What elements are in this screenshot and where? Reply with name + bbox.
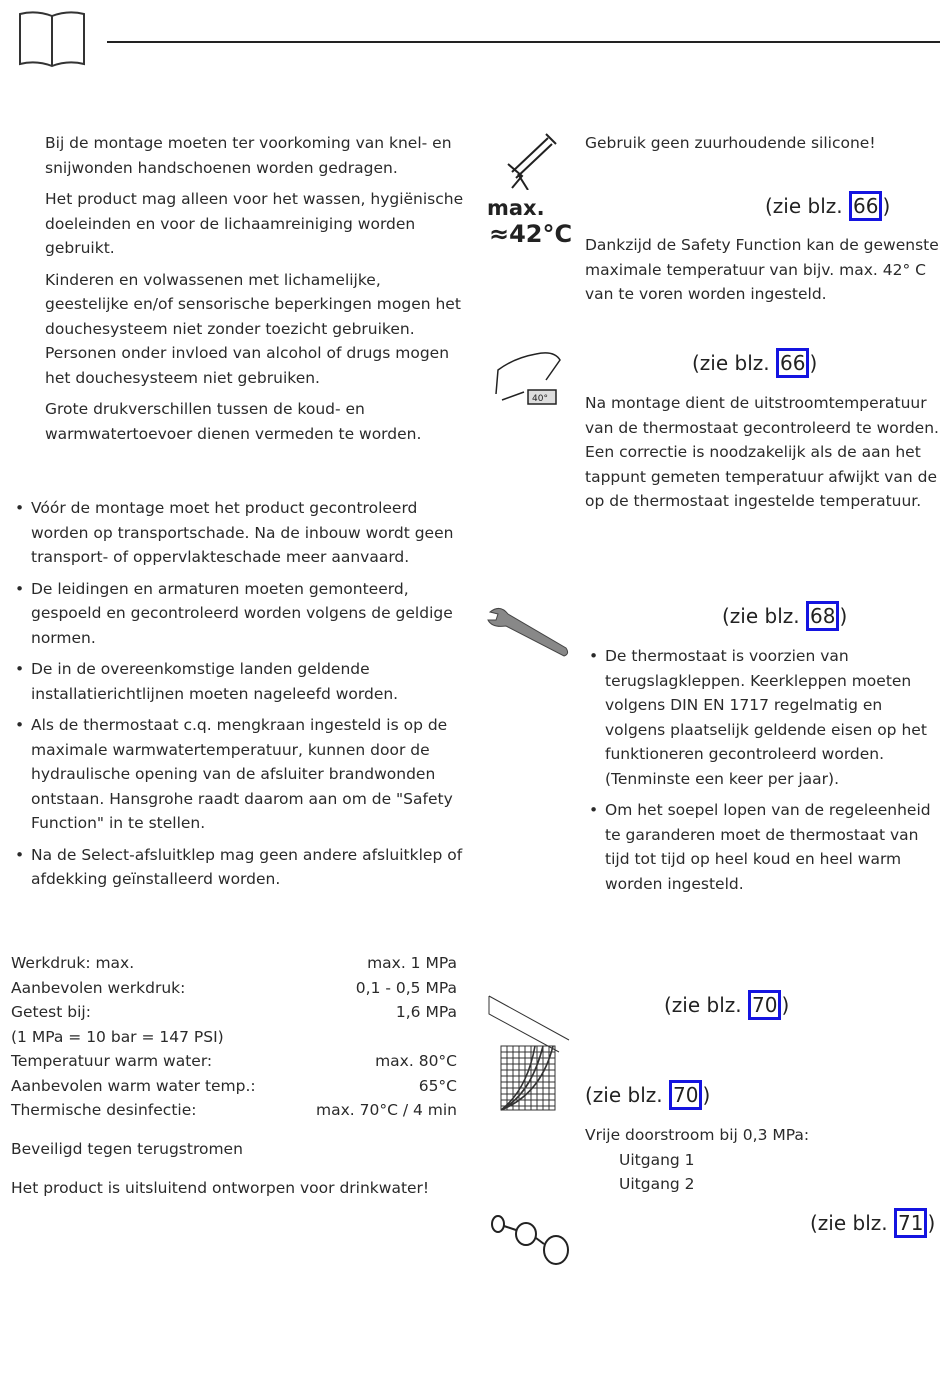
spec-row xyxy=(11,1000,457,1025)
list-item: • Als de thermostaat c.q. mengkraan ingesteld is op de maximale warmwatertemperatuur, kunnen door de hydraulische opening van de afsluiter brandwonden ontstaan. Hansgrohe raadt daarom aan om de "Safety Function" in te stellen. xyxy=(15,713,463,836)
thermometer-display: 40° xyxy=(532,394,548,404)
page-link[interactable]: 71 xyxy=(894,1208,927,1238)
spec-row xyxy=(11,1098,457,1123)
spec-label: Temperatuur warm water: xyxy=(11,1052,213,1070)
book-icon xyxy=(18,10,88,68)
note: Grote drukverschillen tussen de koud- en warmwatertoevoer dienen vermeden te worden. xyxy=(45,400,422,443)
spec-row xyxy=(11,976,457,1001)
spec-value: 65°C xyxy=(418,1076,457,1095)
technical-data xyxy=(11,951,457,1123)
list-item: • De in de overeenkomstige landen geldende installatierichtlijnen moeten nageleefd worden. xyxy=(15,657,463,706)
spec-value: 0,1 - 0,5 MPa xyxy=(355,978,457,997)
list-item: • De leidingen en armaturen moeten gemonteerd, gespoeld en gecontroleerd worden volgens de geldige normen. xyxy=(15,577,463,651)
list-item: • De thermostaat is voorzien van terugslagkleppen. Keerkleppen moeten volgens DIN EN 1717 regelmatig en volgens plaatselijk geldende eisen op het funktioneren gecontroleerd worden. (Tenminste een keer per jaar). xyxy=(589,644,939,791)
thermometer-hand-icon xyxy=(494,350,564,410)
ref-suffix: ) xyxy=(781,993,790,1017)
page-reference xyxy=(722,603,847,629)
page-reference xyxy=(692,350,817,376)
header-rule xyxy=(107,41,940,43)
note: Kinderen en volwassenen met lichamelijke, geestelijke en/of sensorische beperkingen mogen het douchesysteem niet zonder toezicht gebruiken. Personen onder invloed van alcohol of drugs mogen het douchesysteem niet gebruiken. xyxy=(45,270,461,387)
installation-notes xyxy=(15,496,463,899)
list-item: • Na de Select-afsluitklep mag geen andere afsluitklep of afdekking geïnstalleerd worden. xyxy=(15,843,463,892)
maintenance-list xyxy=(589,644,939,903)
page-link[interactable]: 68 xyxy=(806,601,839,631)
max-label: max. xyxy=(487,196,545,220)
spec-value: max. 80°C xyxy=(375,1052,457,1070)
ref-suffix: ) xyxy=(809,351,818,375)
page-link[interactable]: 70 xyxy=(669,1080,702,1110)
ref-prefix: (zie blz. xyxy=(722,604,806,628)
spec-label: Getest bij: xyxy=(11,1003,91,1021)
ref-prefix: (zie blz. xyxy=(765,194,849,218)
spec-value: max. 1 MPa xyxy=(367,954,457,972)
page-reference xyxy=(585,1082,710,1108)
spec-label: (1 MPa = 10 bar = 147 PSI) xyxy=(11,1027,224,1046)
wrench-icon xyxy=(486,604,572,660)
spec-label: Aanbevolen warm water temp.: xyxy=(11,1076,256,1095)
spec-value: 1,6 MPa xyxy=(395,1003,457,1021)
list-item: • Vóór de montage moet het product gecontroleerd worden op transportschade. Na de inbouw wordt geen transport- of oppervlakteschade meer aanvaard. xyxy=(15,496,463,570)
page-link[interactable]: 66 xyxy=(849,191,882,221)
spec-row xyxy=(11,1049,457,1074)
note: Bij de montage moeten ter voorkoming van knel- en snijwonden handschoenen worden gedragen. xyxy=(45,134,452,177)
spec-value: max. 70°C / 4 min xyxy=(315,1101,457,1119)
ref-prefix: (zie blz. xyxy=(692,351,776,375)
spec-label: Aanbevolen werkdruk: xyxy=(11,978,186,997)
ref-prefix: (zie blz. xyxy=(810,1211,894,1235)
spec-label: Thermische desinfectie: xyxy=(11,1101,197,1119)
dimensions-and-flow-diagram-icon xyxy=(487,994,571,1112)
outlet-1: Uitgang 1 xyxy=(619,1151,695,1169)
flow-label: Vrije doorstroom bij 0,3 MPa: xyxy=(585,1126,810,1144)
ref-prefix: (zie blz. xyxy=(585,1083,669,1107)
ref-prefix: (zie blz. xyxy=(664,993,748,1017)
list-item: • Om het soepel lopen van de regeleenheid te garanderen moet de thermostaat van tijd tot tijd op heel koud en heel warm worden ingesteld. xyxy=(589,798,939,896)
spec-row xyxy=(11,1025,457,1050)
page-link[interactable]: 70 xyxy=(748,990,781,1020)
drinkwater-note: Het product is uitsluitend ontworpen voor drinkwater! xyxy=(11,1179,430,1197)
page-reference xyxy=(664,992,789,1018)
note: Het product mag alleen voor het wassen, hygiënische doeleinden en voor de lichaamreiniging worden gebruikt. xyxy=(45,190,464,257)
ref-suffix: ) xyxy=(882,194,891,218)
safety-function-text: Dankzijd de Safety Function kan de gewenste maximale temperatuur van bijv. max. 42° C van te voren worden ingesteld. xyxy=(585,236,939,303)
spec-label: Werkdruk: max. xyxy=(11,954,135,972)
spec-row xyxy=(11,1074,457,1099)
spec-row xyxy=(11,951,457,976)
ref-suffix: ) xyxy=(839,604,848,628)
page-reference xyxy=(810,1210,935,1236)
outlet-2: Uitgang 2 xyxy=(619,1175,695,1193)
ref-suffix: ) xyxy=(702,1083,711,1107)
temp-label: ≈42°C xyxy=(489,220,573,248)
silicone-note: Gebruik geen zuurhoudende silicone! xyxy=(585,134,876,152)
silicone-gun-icon xyxy=(498,132,560,190)
ref-suffix: ) xyxy=(927,1211,936,1235)
page-link[interactable]: 66 xyxy=(776,348,809,378)
safety-notes xyxy=(45,131,465,453)
spare-parts-icon xyxy=(488,1210,572,1268)
page-reference xyxy=(765,193,890,219)
calibration-text: Na montage dient de uitstroomtemperatuur van de thermostaat gecontroleerd te worden. Een correctie is noodzakelijk als de aan het tappunt gemeten temperatuur afwijkt van de op de thermostaat ingestelde temperatuur. xyxy=(585,394,939,510)
backflow-note: Beveiligd tegen terugstromen xyxy=(11,1140,243,1158)
